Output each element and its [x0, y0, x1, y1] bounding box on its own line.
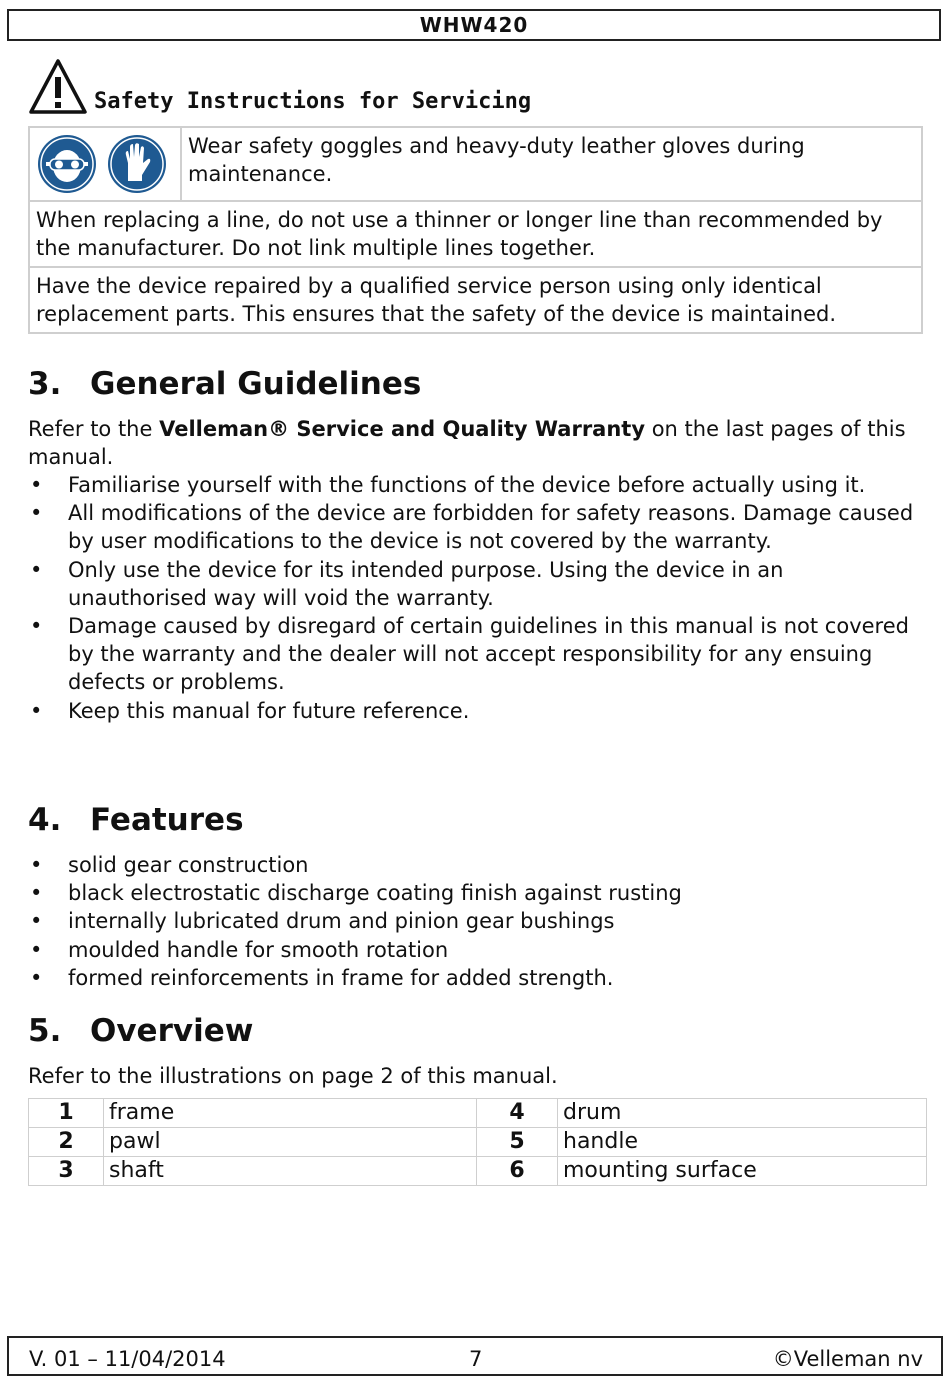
intro-text-end: on the last pages of this manual.	[28, 417, 906, 469]
section-title: General Guidelines	[90, 366, 422, 402]
section-title: Features	[90, 802, 244, 838]
list-item: • All modifications of the device are forbidden for safety reasons. Damage caused by user modifications to the device is not covered by the warranty.	[30, 501, 914, 554]
section-number: 3.	[28, 366, 62, 402]
version-date: V. 01 – 11/04/2014	[29, 1347, 226, 1371]
table-row	[29, 1099, 927, 1128]
table-row	[29, 1157, 927, 1186]
copyright: ©Velleman nv	[772, 1347, 923, 1371]
part-name: handle	[558, 1128, 927, 1157]
list-item: • moulded handle for smooth rotation	[30, 937, 449, 962]
guidelines-list	[28, 471, 923, 725]
part-number: 6	[477, 1157, 558, 1186]
model-name: WHW420	[419, 13, 529, 37]
part-name: pawl	[104, 1128, 477, 1157]
section-title: Overview	[90, 1013, 254, 1049]
part-number: 1	[29, 1099, 104, 1128]
safety-text-repair: Have the device repaired by a qualified service person using only identical replacement parts. This ensures that the safety of the device is maintained.	[29, 267, 922, 333]
part-name: shaft	[104, 1157, 477, 1186]
section-number: 5.	[28, 1013, 62, 1049]
safety-title: Safety Instructions for Servicing	[94, 89, 532, 114]
overview-table	[28, 1098, 927, 1186]
part-number: 5	[477, 1128, 558, 1157]
part-name: mounting surface	[558, 1157, 927, 1186]
list-item: • Keep this manual for future reference.	[30, 698, 470, 723]
list-item: • Only use the device for its intended purpose. Using the device in an unauthorised way will void the warranty.	[30, 557, 784, 610]
part-number: 3	[29, 1157, 104, 1186]
document-footer	[7, 1336, 943, 1376]
list-item: • black electrostatic discharge coating finish against rusting	[30, 881, 682, 906]
safety-text-line: When replacing a line, do not use a thinner or longer line than recommended by the manufacturer. Do not link multiple lines together.	[29, 201, 922, 267]
list-item: • Familiarise yourself with the functions of the device before actually using it.	[30, 473, 866, 497]
part-number: 2	[29, 1128, 104, 1157]
section-number: 4.	[28, 802, 62, 838]
page-number: 7	[469, 1347, 483, 1371]
safety-row	[29, 127, 922, 201]
ppe-icons-cell	[29, 127, 181, 201]
overview-intro: Refer to the illustrations on page 2 of this manual.	[28, 1064, 558, 1088]
warranty-name: Velleman® Service and Quality Warranty	[159, 417, 646, 441]
section-heading-general-guidelines	[28, 366, 421, 402]
part-name: frame	[104, 1099, 477, 1128]
safety-table	[28, 126, 923, 334]
safety-row	[29, 267, 922, 333]
document-header	[7, 9, 941, 41]
safety-gloves-icon	[106, 133, 168, 195]
safety-row	[29, 201, 922, 267]
safety-text-goggles: Wear safety goggles and heavy-duty leather gloves during maintenance.	[181, 127, 922, 201]
section-heading-overview	[28, 1013, 253, 1049]
part-number: 4	[477, 1099, 558, 1128]
safety-goggles-icon	[36, 133, 98, 195]
features-list	[28, 851, 923, 992]
list-item: • solid gear construction	[30, 853, 309, 877]
intro-text: Refer to the	[28, 417, 160, 441]
list-item: • formed reinforcements in frame for added strength.	[30, 965, 614, 990]
warning-triangle-icon	[28, 58, 88, 116]
section-heading-features	[28, 802, 244, 838]
part-name: drum	[558, 1099, 927, 1128]
warranty-intro	[28, 415, 923, 471]
safety-heading	[28, 58, 531, 116]
table-row	[29, 1128, 927, 1157]
list-item: • Damage caused by disregard of certain guidelines in this manual is not covered by the warranty and the dealer will not accept responsibility for any ensuing defects or problems.	[30, 614, 909, 695]
list-item: • internally lubricated drum and pinion gear bushings	[30, 909, 615, 934]
